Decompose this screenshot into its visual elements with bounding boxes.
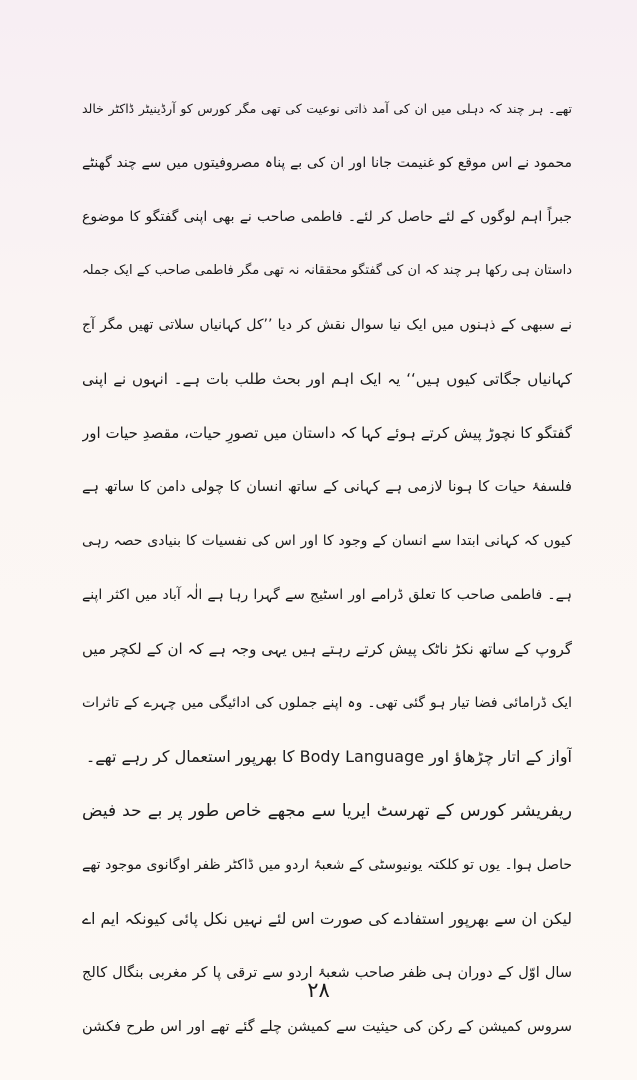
text-line: فلسفۂ حیات کا ہونا لازمی ہے کہانی کے ساتھ انسان کا چولی دامن کا ساتھ ہے <box>82 479 572 495</box>
text-line: ایک ڈرامائی فضا تیار ہو گئی تھی۔ وہ اپنے جملوں کی ادائیگی میں چہرے کے تاثرات <box>82 695 572 711</box>
text-line: محمود نے اس موقع کو غنیمت جانا اور ان کی بے پناہ مصروفیتوں میں سے چند گھنٹے <box>82 155 572 171</box>
text-line: لیکن ان سے بھرپور استفادے کی صورت اس لئے نہیں نکل پائی کیونکہ ایم اے <box>82 910 572 928</box>
text-line: نے سبھی کے ذہنوں میں ایک نیا سوال نقش کر دیا ’’کل کہانیاں سلاتی تھیں مگر آج <box>82 317 572 333</box>
text-line: سروس کمیشن کے رکن کی حیثیت سے کمیشن چلے گئے تھے اور اس طرح فکشن <box>82 1019 572 1035</box>
text-line: گفتگو کا نچوڑ پیش کرتے ہوئے کہا کہ داستان میں تصورِ حیات، مقصدِ حیات اور <box>82 424 572 442</box>
text-line: جبراً اہم لوگوں کے لئے حاصل کر لئے۔ فاطمی صاحب نے بھی اپنی گفتگو کا موضوع <box>82 209 572 225</box>
text-line: کہانیاں جگاتی کیوں ہیں‘‘ یہ ایک اہم اور بحث طلب بات ہے۔ انہوں نے اپنی <box>82 370 572 388</box>
text-line: گروپ کے ساتھ نکڑ ناٹک پیش کرتے رہتے ہیں یہی وجہ ہے کہ ان کے لکچر میں <box>82 640 572 658</box>
text-line: ریفریشر کورس کے تھرسٹ ایریا سے مجھے خاص طور پر بے حد فیض <box>82 801 572 821</box>
text-line: تھے۔ ہر چند کہ دہلی میں ان کی آمد ذاتی نوعیت کی تھی مگر کورس کو آرڈینیٹر ڈاکٹر خالد <box>82 101 572 116</box>
page-number: ۲۸ <box>307 978 330 1002</box>
text-line: کیوں کہ کہانی ابتدا سے انسان کے وجود کا اور اس کی نفسیات کا بنیادی حصہ رہی <box>82 533 572 549</box>
text-line: آواز کے اتار چڑھاؤ اور Body Language کا بھرپور استعمال کر رہے تھے۔ <box>85 747 572 766</box>
text-line: ہے۔ فاطمی صاحب کا تعلق ڈرامے اور اسٹیج سے گہرا رہا ہے الٰہ آباد میں اکثر اپنے <box>82 587 572 603</box>
text-line: حاصل ہوا۔ یوں تو کلکتہ یونیوسٹی کے شعبۂ اردو میں ڈاکٹر ظفر اوگانوی موجود تھے <box>82 857 572 873</box>
text-line: سال اوّل کے دوران ہی ظفر صاحب شعبۂ اردو سے ترقی پا کر مغربی بنگال کالج <box>82 965 572 981</box>
body-text <box>82 82 572 1054</box>
text-line: داستان ہی رکھا ہر چند کہ ان کی گفتگو محققانہ نہ تھی مگر فاطمی صاحب کے ایک جملہ <box>82 263 572 278</box>
